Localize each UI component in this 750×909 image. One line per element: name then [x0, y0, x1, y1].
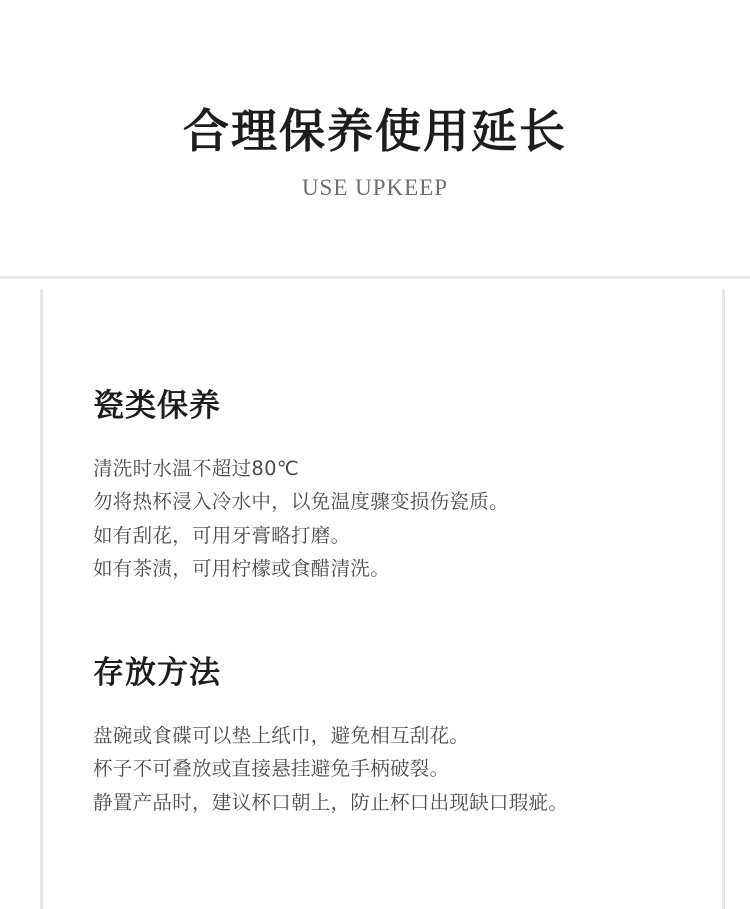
list-item: 盘碗或食碟可以垫上纸巾，避免相互刮花。 [93, 723, 470, 747]
list-item: 清洗时水温不超过80℃ [93, 456, 300, 480]
list-item: 静置产品时，建议杯口朝上，防止杯口出现缺口瑕疵。 [93, 790, 569, 814]
section-title-porcelain-care: 瓷类保养 [93, 388, 221, 424]
page-subtitle: USE UPKEEP [301, 175, 449, 201]
section-title-storage-method: 存放方法 [93, 654, 221, 691]
section-porcelain-care [43, 289, 722, 586]
section-lines-porcelain-care [93, 452, 692, 586]
list-item: 杯子不可叠放或直接悬挂避免手柄破裂。 [93, 757, 450, 781]
list-item: 如有刮花，可用牙膏略打磨。 [93, 523, 351, 547]
page-title: 合理保养使用延长 [183, 104, 567, 158]
content-panel [0, 276, 750, 906]
section-storage-method [43, 586, 722, 819]
page-header [0, 0, 750, 201]
section-lines-storage-method [93, 719, 692, 820]
list-item: 勿将热杯浸入冷水中，以免温度骤变损伤瓷质。 [93, 490, 509, 514]
list-item: 如有茶渍，可用柠檬或食醋清洗。 [93, 557, 391, 581]
content-panel-inner [40, 289, 725, 909]
